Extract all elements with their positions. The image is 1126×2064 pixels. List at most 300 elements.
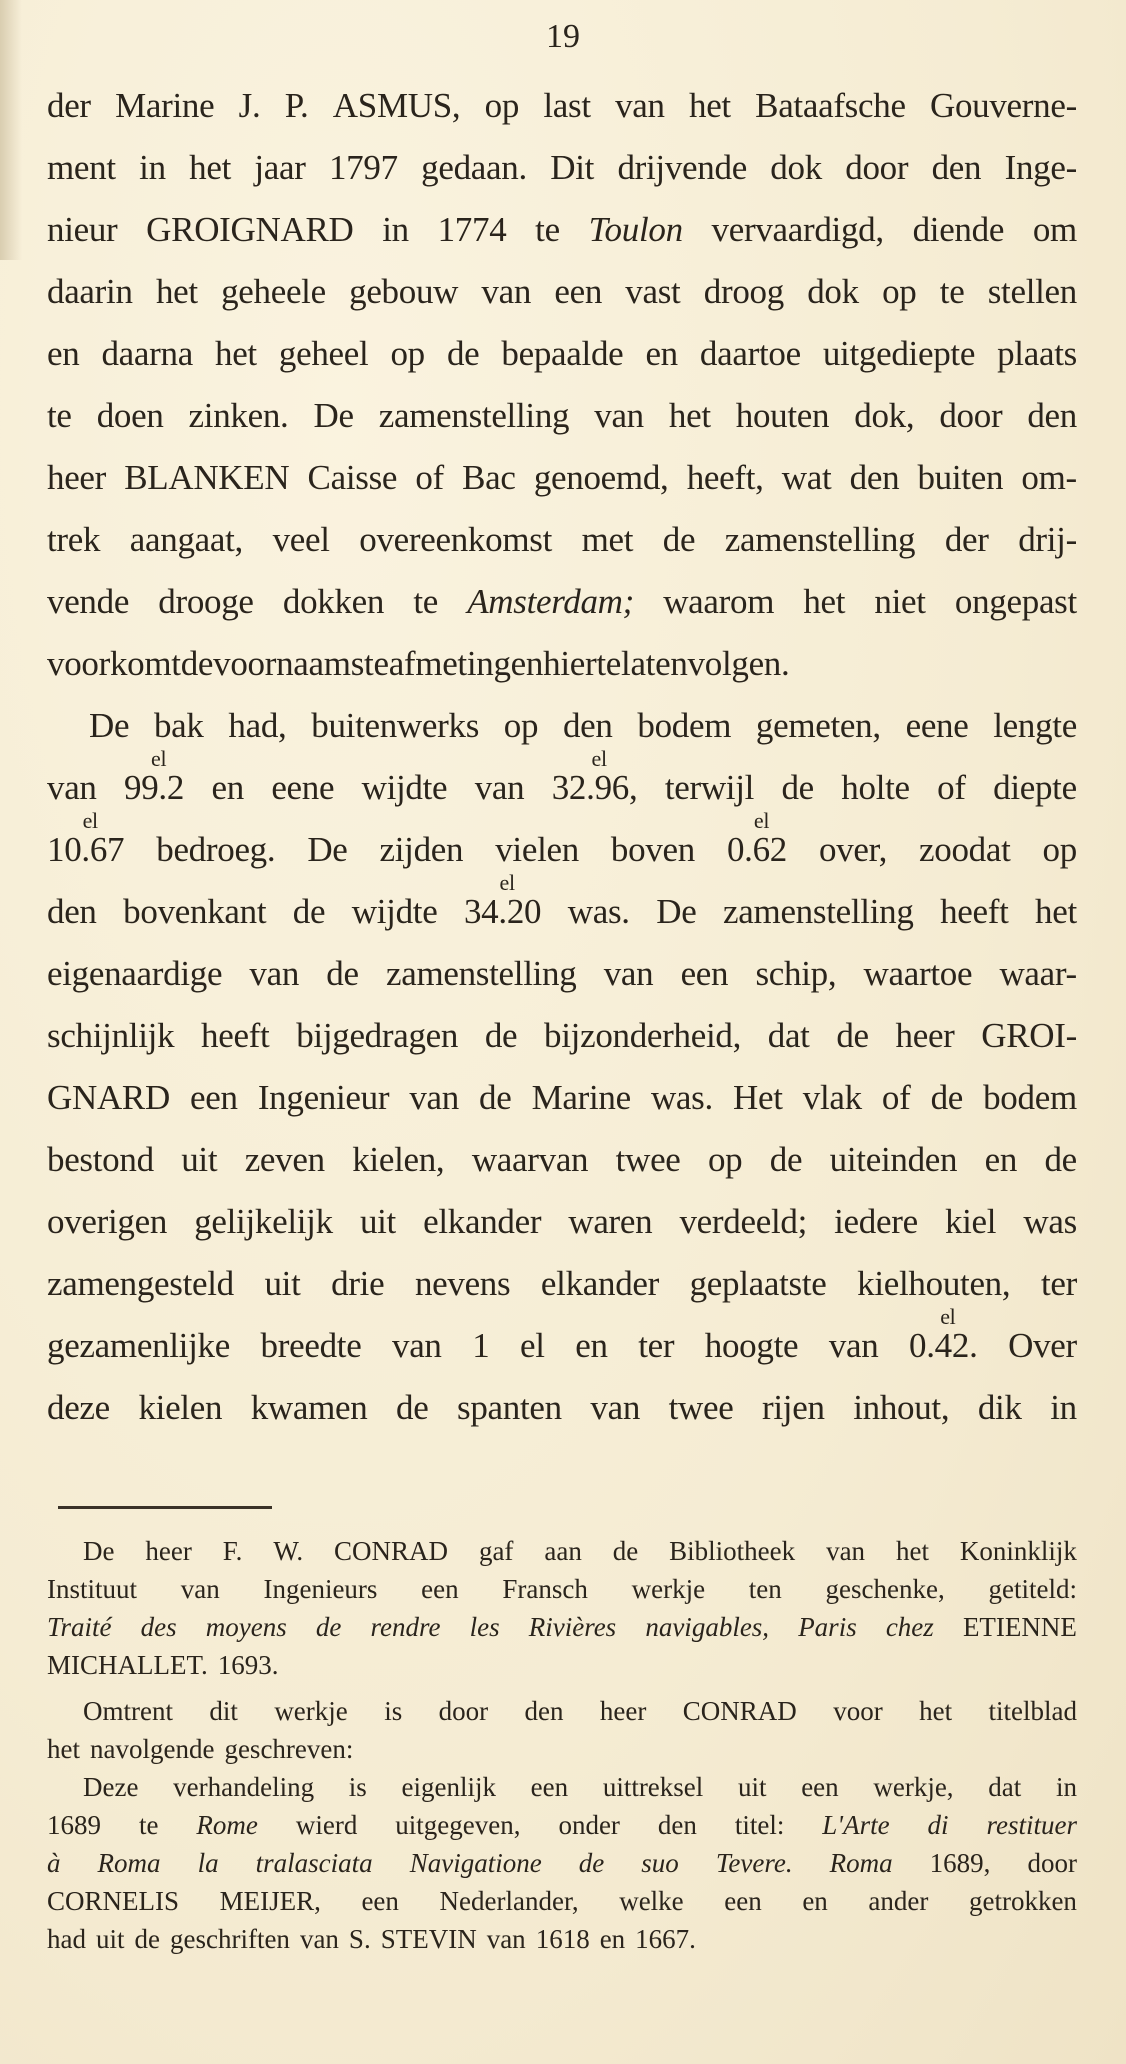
- word: boven: [610, 830, 695, 869]
- word: J.: [238, 86, 261, 125]
- word: een: [801, 1772, 839, 1802]
- word: plaats: [997, 334, 1077, 373]
- word: rijen: [762, 1388, 825, 1427]
- word: geplaatste: [689, 1264, 827, 1303]
- word: had,: [228, 706, 287, 745]
- word: les: [469, 1612, 500, 1642]
- word: op: [1042, 830, 1077, 869]
- word: ander: [868, 1886, 929, 1916]
- word: der: [944, 520, 989, 559]
- word: van: [249, 954, 300, 993]
- word: De: [307, 830, 348, 869]
- word: in: [1055, 1772, 1077, 1802]
- text-line: [47, 746, 1077, 832]
- el-unit-mark: el: [82, 808, 98, 833]
- word: spanten: [457, 1388, 562, 1427]
- word: een: [530, 1772, 569, 1802]
- word: laten: [621, 644, 688, 683]
- word: schijnlijk: [47, 1016, 175, 1055]
- word: bijgedragen: [296, 1016, 459, 1055]
- text-line: [47, 1266, 1077, 1328]
- word: aan: [544, 1536, 582, 1566]
- word: de: [769, 1140, 803, 1179]
- word: getiteld:: [988, 1574, 1077, 1604]
- word: 1693.: [217, 1650, 279, 1680]
- el-unit-mark: el: [499, 870, 515, 895]
- el-unit-mark: el: [940, 1304, 956, 1329]
- word: 10.67 el: [47, 808, 125, 869]
- word: de: [134, 1924, 160, 1954]
- word: van: [47, 768, 97, 807]
- word: bak: [153, 706, 204, 745]
- word: elkander: [540, 1264, 660, 1303]
- word: inhout,: [853, 1388, 950, 1427]
- word: stellen: [987, 272, 1077, 311]
- word: bodem: [983, 1078, 1077, 1117]
- word: onder: [558, 1810, 620, 1840]
- word: dok,: [854, 396, 915, 435]
- word: voornaamste: [213, 644, 389, 683]
- word: de: [479, 1078, 512, 1117]
- word: bovenkant: [123, 892, 267, 931]
- word: hier: [543, 644, 597, 683]
- word: buitenwerks: [311, 706, 480, 745]
- word: de: [836, 1016, 869, 1055]
- word: el: [519, 1326, 545, 1365]
- word: zeven: [244, 1140, 325, 1179]
- text-line: [47, 1018, 1077, 1080]
- word: Dit: [550, 148, 595, 187]
- word: uitgegeven,: [395, 1810, 521, 1840]
- word: de: [326, 954, 359, 993]
- word: des: [140, 1612, 177, 1642]
- word: overigen: [47, 1202, 168, 1241]
- text-line: [47, 1142, 1077, 1204]
- word: het: [155, 272, 198, 311]
- el-unit-mark: el: [591, 746, 607, 771]
- word: daarna: [101, 334, 193, 373]
- word: de: [446, 334, 480, 373]
- word: dat: [767, 1016, 810, 1055]
- word: was.: [567, 892, 630, 931]
- word: van: [392, 1326, 442, 1365]
- word: heer: [145, 1536, 192, 1566]
- word: De: [83, 1536, 115, 1566]
- word: om-: [1021, 458, 1077, 497]
- word: Fransch: [502, 1574, 588, 1604]
- word: en: [599, 1924, 626, 1954]
- text-line: [47, 150, 1077, 212]
- word: waarom: [663, 582, 775, 621]
- word: is: [384, 1696, 403, 1726]
- word: het: [919, 1696, 953, 1726]
- word: van: [409, 1078, 459, 1117]
- word: aangaat,: [129, 520, 244, 559]
- word: Navigatione: [409, 1848, 542, 1878]
- word: voorkomt: [47, 644, 181, 683]
- word: van: [474, 768, 525, 807]
- word: drie: [331, 1264, 385, 1303]
- word: gemeten,: [755, 706, 881, 745]
- word: der: [47, 86, 91, 125]
- word: voor: [833, 1696, 883, 1726]
- word: geschriften: [169, 1924, 290, 1954]
- word: de: [484, 1016, 518, 1055]
- word: wat: [781, 458, 832, 497]
- word: dokken: [282, 582, 385, 621]
- word: zijden: [379, 830, 464, 869]
- footnote-line: [47, 1812, 1077, 1850]
- word: BLANKEN: [124, 458, 290, 497]
- word: Rivières: [528, 1612, 617, 1642]
- word: het: [895, 1536, 929, 1566]
- word: Marine: [531, 1078, 631, 1117]
- text-line: [47, 956, 1077, 1018]
- word: 1689,: [929, 1848, 991, 1878]
- word: uiteinden: [829, 1140, 958, 1179]
- text-line: [47, 584, 1077, 646]
- word: Nederlander,: [439, 1886, 579, 1916]
- word: niet: [874, 582, 926, 621]
- text-line: [47, 212, 1077, 274]
- word: heeft: [201, 1016, 270, 1055]
- word: en: [211, 768, 244, 807]
- word: afmetingen: [388, 644, 544, 683]
- word: Rome: [196, 1810, 258, 1840]
- footnote: [47, 1538, 1077, 1964]
- word: waar-: [999, 954, 1077, 993]
- word: Inge-: [1004, 148, 1077, 187]
- word: Omtrent: [83, 1696, 173, 1726]
- word: CONRAD: [682, 1696, 797, 1726]
- word: Bac: [462, 458, 516, 497]
- word: op: [707, 1140, 743, 1179]
- word: trek: [47, 520, 101, 559]
- word: vende: [47, 582, 130, 621]
- word: doen: [96, 396, 164, 435]
- word: getrokken: [968, 1886, 1077, 1916]
- word: Toulon: [588, 210, 683, 249]
- el-unit-mark: el: [151, 746, 167, 771]
- word: in: [139, 148, 166, 187]
- word: van: [486, 1924, 526, 1954]
- word: 1797: [328, 148, 398, 187]
- word: daartoe: [699, 334, 801, 373]
- word: diende: [912, 210, 1005, 249]
- word: met: [581, 520, 634, 559]
- word: iedere: [834, 1202, 918, 1241]
- word: uit: [95, 1924, 125, 1954]
- word: uit: [181, 1140, 218, 1179]
- word: nieur: [47, 210, 118, 249]
- word: vielen: [495, 830, 579, 869]
- word: geschreven:: [224, 1734, 354, 1764]
- word: is: [348, 1772, 367, 1802]
- word: zoodat: [919, 830, 1011, 869]
- word: Paris: [798, 1612, 857, 1642]
- word: De: [89, 706, 130, 745]
- word: lengte: [993, 706, 1077, 745]
- word: of: [415, 458, 444, 497]
- word: te: [47, 396, 72, 435]
- word: drij-: [1018, 520, 1077, 559]
- text-line: [47, 870, 1077, 956]
- word: het: [215, 334, 257, 373]
- word: den: [524, 1696, 564, 1726]
- word: de: [930, 1078, 964, 1117]
- word: deze: [47, 1388, 110, 1427]
- word: GNARD: [47, 1078, 170, 1117]
- word: een: [724, 1886, 762, 1916]
- word: Het: [733, 1078, 783, 1117]
- text-line: [47, 1080, 1077, 1142]
- word: Over: [1008, 1326, 1077, 1365]
- word: verdeeld;: [679, 1202, 807, 1241]
- text-line: [47, 336, 1077, 398]
- word: ment: [47, 148, 116, 187]
- word: op: [882, 272, 917, 311]
- word: moyens: [205, 1612, 287, 1642]
- word: twee: [615, 1140, 681, 1179]
- word: bijzonderheid,: [544, 1016, 742, 1055]
- word: de: [781, 768, 814, 807]
- word: gebouw: [349, 272, 459, 311]
- word: door: [1027, 1848, 1077, 1878]
- page-number: 19: [546, 18, 580, 55]
- word: 32.96, el: [551, 746, 638, 807]
- word: van: [615, 86, 665, 125]
- word: den: [931, 148, 982, 187]
- word: bestond: [47, 1140, 154, 1179]
- word: wijdte: [361, 768, 448, 807]
- word: restituer: [986, 1810, 1077, 1840]
- text-line: [47, 1204, 1077, 1266]
- word: werkje: [274, 1696, 348, 1726]
- word: zamenstelling: [385, 954, 577, 993]
- word: Caisse: [307, 458, 398, 497]
- word: was.: [650, 1078, 713, 1117]
- footnote-line: [47, 1774, 1077, 1812]
- word: droog: [703, 272, 784, 311]
- word: drijvende: [617, 148, 747, 187]
- word: door: [438, 1696, 489, 1726]
- word: heer: [47, 458, 107, 497]
- word: en: [984, 1140, 1018, 1179]
- word: een: [421, 1574, 459, 1604]
- word: W.: [273, 1536, 304, 1566]
- word: over,: [819, 830, 888, 869]
- text-line: [47, 460, 1077, 522]
- word: De: [313, 396, 354, 435]
- word: daarin: [47, 272, 133, 311]
- footnote-line: [47, 1652, 1077, 1690]
- word: Marine: [115, 86, 215, 125]
- word: op: [503, 706, 539, 745]
- word: kielhouten,: [857, 1264, 1011, 1303]
- word: kielen: [138, 1388, 223, 1427]
- word: een: [190, 1078, 238, 1117]
- word: heer: [895, 1016, 955, 1055]
- word: ter: [1040, 1264, 1077, 1303]
- word: eene: [271, 768, 335, 807]
- word: hoogte: [704, 1326, 799, 1365]
- word: jaar: [254, 148, 306, 187]
- word: CONRAD: [334, 1536, 449, 1566]
- word: veel: [272, 520, 330, 559]
- word: het: [668, 396, 711, 435]
- word: terwijl: [664, 768, 755, 807]
- word: geheele: [221, 272, 326, 311]
- word: het: [689, 86, 731, 125]
- word: was: [1023, 1202, 1077, 1241]
- word: den: [562, 706, 613, 745]
- word: ETIENNE: [962, 1612, 1077, 1642]
- word: gedaan.: [421, 148, 527, 187]
- word: titel:: [734, 1810, 785, 1840]
- word: de: [662, 520, 696, 559]
- word: bedroeg.: [156, 830, 276, 869]
- el-unit-mark: el: [753, 808, 770, 833]
- word: te: [138, 1810, 159, 1840]
- word: de: [1044, 1140, 1077, 1179]
- word: zinken.: [188, 396, 289, 435]
- text-line: [47, 1304, 1077, 1390]
- word: het: [189, 148, 231, 187]
- word: van: [826, 1536, 866, 1566]
- word: chez: [885, 1612, 934, 1642]
- word: waren: [568, 1202, 653, 1241]
- word: gezamenlijke: [47, 1326, 230, 1365]
- word: Deze: [83, 1772, 139, 1802]
- word: uittreksel: [602, 1772, 704, 1802]
- word: een: [680, 954, 729, 993]
- word: vervaardigd,: [711, 210, 884, 249]
- word: navigables,: [645, 1612, 770, 1642]
- word: dok: [807, 272, 859, 311]
- footnote-line: [47, 1926, 1077, 1964]
- word: Ingenieurs: [263, 1574, 378, 1604]
- word: ter: [638, 1326, 675, 1365]
- word: 0.42. el: [909, 1304, 978, 1365]
- word: 99.2 el: [124, 746, 185, 807]
- word: genoemd,: [533, 458, 669, 497]
- word: volgen.: [687, 644, 790, 683]
- word: titelblad: [988, 1696, 1077, 1726]
- word: bodem: [637, 706, 732, 745]
- word: van: [603, 954, 654, 993]
- word: den: [47, 892, 97, 931]
- word: gelijkelijk: [194, 1202, 333, 1241]
- word: of: [937, 768, 966, 807]
- word: en: [802, 1886, 828, 1916]
- word: Bibliotheek: [669, 1536, 796, 1566]
- word: ASMUS,: [332, 86, 461, 125]
- text-line: [47, 808, 1077, 894]
- word: in: [1050, 1388, 1077, 1427]
- word: P.: [284, 86, 309, 125]
- word: ongepast: [954, 582, 1077, 621]
- word: Gouverne-: [929, 86, 1077, 125]
- word: Instituut: [47, 1574, 138, 1604]
- word: zamenstelling: [378, 396, 570, 435]
- word: had: [47, 1924, 86, 1954]
- word: Amsterdam;: [467, 582, 634, 621]
- word: overeenkomst: [359, 520, 552, 559]
- word: 1667.: [635, 1924, 696, 1954]
- word: uit: [737, 1772, 767, 1802]
- word: last: [543, 86, 591, 125]
- word: schip,: [755, 954, 837, 993]
- word: van: [180, 1574, 220, 1604]
- word: heeft,: [686, 458, 764, 497]
- word: Roma: [829, 1848, 893, 1878]
- word: of: [881, 1078, 911, 1117]
- word: van: [590, 1388, 641, 1427]
- word: diepte: [993, 768, 1077, 807]
- footnote-rule: [58, 1506, 272, 1509]
- word: dik: [977, 1388, 1022, 1427]
- word: Ingenieur: [257, 1078, 390, 1117]
- word: Bataafsche: [755, 86, 906, 125]
- footnote-line: [47, 1698, 1077, 1736]
- word: eigenaardige: [47, 954, 223, 993]
- word: twee: [668, 1388, 734, 1427]
- word: CORNELIS: [47, 1886, 180, 1916]
- word: op: [484, 86, 520, 125]
- word: buiten: [917, 458, 1004, 497]
- word: het: [803, 582, 846, 621]
- word: uit: [359, 1202, 396, 1241]
- word: te: [596, 644, 622, 683]
- word: Roma: [97, 1848, 161, 1878]
- word: het: [1035, 892, 1077, 931]
- word: 1: [472, 1326, 490, 1365]
- word: elkander: [423, 1202, 542, 1241]
- word: geschenke,: [825, 1574, 945, 1604]
- word: van: [594, 396, 644, 435]
- word: de: [292, 892, 326, 931]
- word: de: [180, 644, 214, 683]
- text-line: [47, 522, 1077, 584]
- word: van: [828, 1326, 879, 1365]
- word: van: [481, 272, 532, 311]
- word: uit: [264, 1264, 301, 1303]
- word: 34.20 el: [463, 870, 542, 931]
- footnote-line: [47, 1888, 1077, 1926]
- word: en: [645, 334, 678, 373]
- word: het: [47, 1734, 80, 1764]
- word: kwamen: [250, 1388, 368, 1427]
- word: van: [299, 1924, 339, 1954]
- footnote-line: [47, 1538, 1077, 1576]
- word: den: [1027, 396, 1077, 435]
- word: den: [849, 458, 900, 497]
- word: werkje,: [873, 1772, 954, 1802]
- word: heer: [599, 1696, 647, 1726]
- word: 1774: [437, 210, 507, 249]
- word: Tevere.: [715, 1848, 793, 1878]
- word: nevens: [414, 1264, 511, 1303]
- text-line: [47, 708, 1077, 770]
- word: dit: [209, 1696, 238, 1726]
- text-line: [47, 398, 1077, 460]
- word: la: [197, 1848, 219, 1878]
- word: MEIJER,: [219, 1886, 321, 1916]
- word: uitgediepte: [822, 334, 976, 373]
- word: suo: [641, 1848, 679, 1878]
- word: de: [396, 1388, 429, 1427]
- word: rendre: [370, 1612, 441, 1642]
